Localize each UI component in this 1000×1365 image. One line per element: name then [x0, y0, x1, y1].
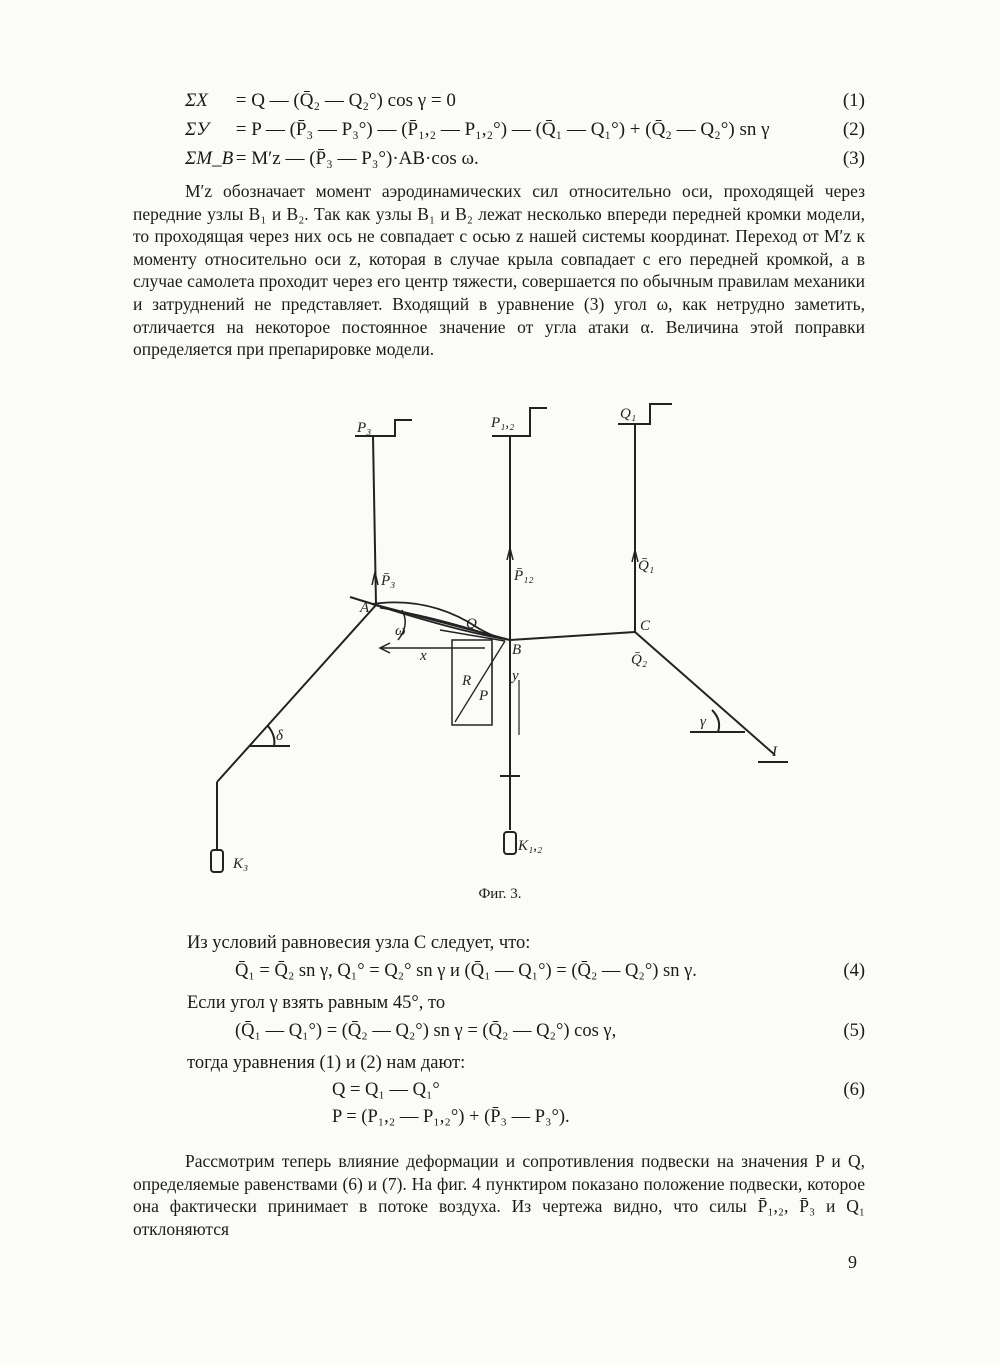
equation-4 — [235, 958, 865, 984]
figure-3-caption: Фиг. 3. — [478, 886, 522, 902]
label-delta: δ — [276, 728, 283, 744]
wire-c-right — [635, 632, 775, 755]
label-a: A — [360, 600, 370, 616]
label-p12-vec: P̄₁₂ — [514, 568, 534, 584]
delta-arc — [268, 726, 274, 746]
equation-5 — [235, 1018, 865, 1044]
weight-k3 — [211, 850, 223, 872]
label-p: P — [479, 688, 489, 704]
label-p12-top: P₁,₂ — [491, 415, 515, 431]
figure-3-diagram — [0, 395, 1000, 885]
equation-6b: P = (P₁,₂ — P₁,₂°) + (P̄₃ — P₃°). — [332, 1107, 570, 1127]
label-k12: K₁,₂ — [518, 838, 543, 854]
label-q2-vec: Q̄₂ — [631, 652, 648, 668]
equation-1 — [185, 88, 865, 114]
label-q: Q — [466, 616, 477, 632]
equation-1-number: (1) — [842, 90, 865, 111]
label-omega: ω — [395, 623, 406, 639]
text-line-3: тогда уравнения (1) и (2) нам дают: — [187, 1053, 466, 1073]
paragraph-1-text: M′z обозначает момент аэродинамических сил относительно оси, проходящей через передние узлы B₁ и B₂. Так как узлы B₁ и B₂ лежат несколько впереди передней кромки модели, то проходящая через них ось не совпадает с осью z нашей системы координат. Переход от M′z к моменту относительно оси z, которая в случае крыла совпадает с его передней кромкой, а в случае самолета проходит через его центр тяжести, совершается по обычным правилам механики и затруднений не представляет. Входящий в уравнение (3) угол ω, как нетрудно заметить, отличается на некоторое постоянное значение от угла атаки α. Величина этой поправки определяется при препарировке модели. — [133, 181, 865, 360]
equation-1-rhs: = Q — (Q̄₂ — Q₂°) cos γ = 0 — [235, 90, 456, 111]
gamma-arc — [712, 710, 719, 732]
equation-6a — [332, 1077, 865, 1103]
label-gamma: γ — [700, 714, 706, 730]
paragraph-1 — [133, 180, 865, 361]
weight-k12 — [504, 832, 516, 854]
equation-6a-body: Q = Q₁ — Q₁° — [332, 1080, 440, 1100]
equation-3-rhs: = M′z — (P̄₃ — P₃°)·AB·cos ω. — [235, 148, 479, 169]
label-q1-vec: Q̄₁ — [638, 558, 655, 574]
equation-2-number: (2) — [842, 119, 865, 140]
paragraph-2 — [133, 1150, 865, 1240]
equation-3-number: (3) — [842, 148, 865, 169]
equation-3-lhs: ΣM_B — [185, 148, 234, 169]
text-line-2: Если угол γ взять равным 45°, то — [187, 993, 446, 1013]
equation-1-lhs: ΣX — [185, 90, 208, 111]
force-rectangle — [452, 640, 492, 725]
equation-2-lhs: ΣУ — [185, 119, 210, 140]
label-p3-top: P₃ — [357, 420, 372, 436]
paragraph-2-text: Рассмотрим теперь влияние деформации и сопротивления подвески на значения P и Q, определяемые равенствами (6) и (7). На фиг. 4 пунктиром показано положение подвески, которое она фактически принимает в потоке воздуха. Из чертежа видно, что силы P̄₁,₂, P̄₃ и Q₁ отклоняются — [133, 1151, 865, 1239]
label-r: R — [462, 673, 472, 689]
link-bc — [510, 632, 635, 640]
equation-5-number: (5) — [843, 1021, 865, 1041]
page-number: 9 — [848, 1252, 857, 1272]
equation-6-number: (6) — [843, 1080, 865, 1100]
label-c: C — [640, 618, 651, 634]
equation-4-number: (4) — [843, 961, 865, 981]
equation-2 — [185, 117, 865, 143]
equation-3 — [185, 146, 865, 172]
equation-2-rhs: = P — (P̄₃ — P₃°) — (P̄₁,₂ — P₁,₂°) — (Q̄₁ — Q₁°) + (Q̄₂ — Q₂°) sn γ — [235, 119, 770, 140]
equation-4-body: Q̄₁ = Q̄₂ sn γ, Q₁° = Q₂° sn γ и (Q̄₁ — Q₁°) = (Q̄₂ — Q₂°) sn γ. — [235, 961, 697, 981]
label-x: x — [420, 648, 427, 664]
label-y: y — [512, 668, 519, 684]
equation-5-body: (Q̄₁ — Q₁°) = (Q̄₂ — Q₂°) sn γ = (Q̄₂ — Q₂°) cos γ, — [235, 1021, 617, 1041]
label-k3: K₃ — [233, 856, 249, 872]
text-line-1: Из условий равновесия узла C следует, что: — [187, 933, 531, 953]
label-q1-top: Q₁ — [620, 406, 637, 422]
wire-a-left — [217, 605, 376, 782]
label-i: I — [772, 744, 777, 760]
label-p3-vec: P̄₃ — [381, 573, 396, 589]
label-b: B — [512, 642, 522, 658]
